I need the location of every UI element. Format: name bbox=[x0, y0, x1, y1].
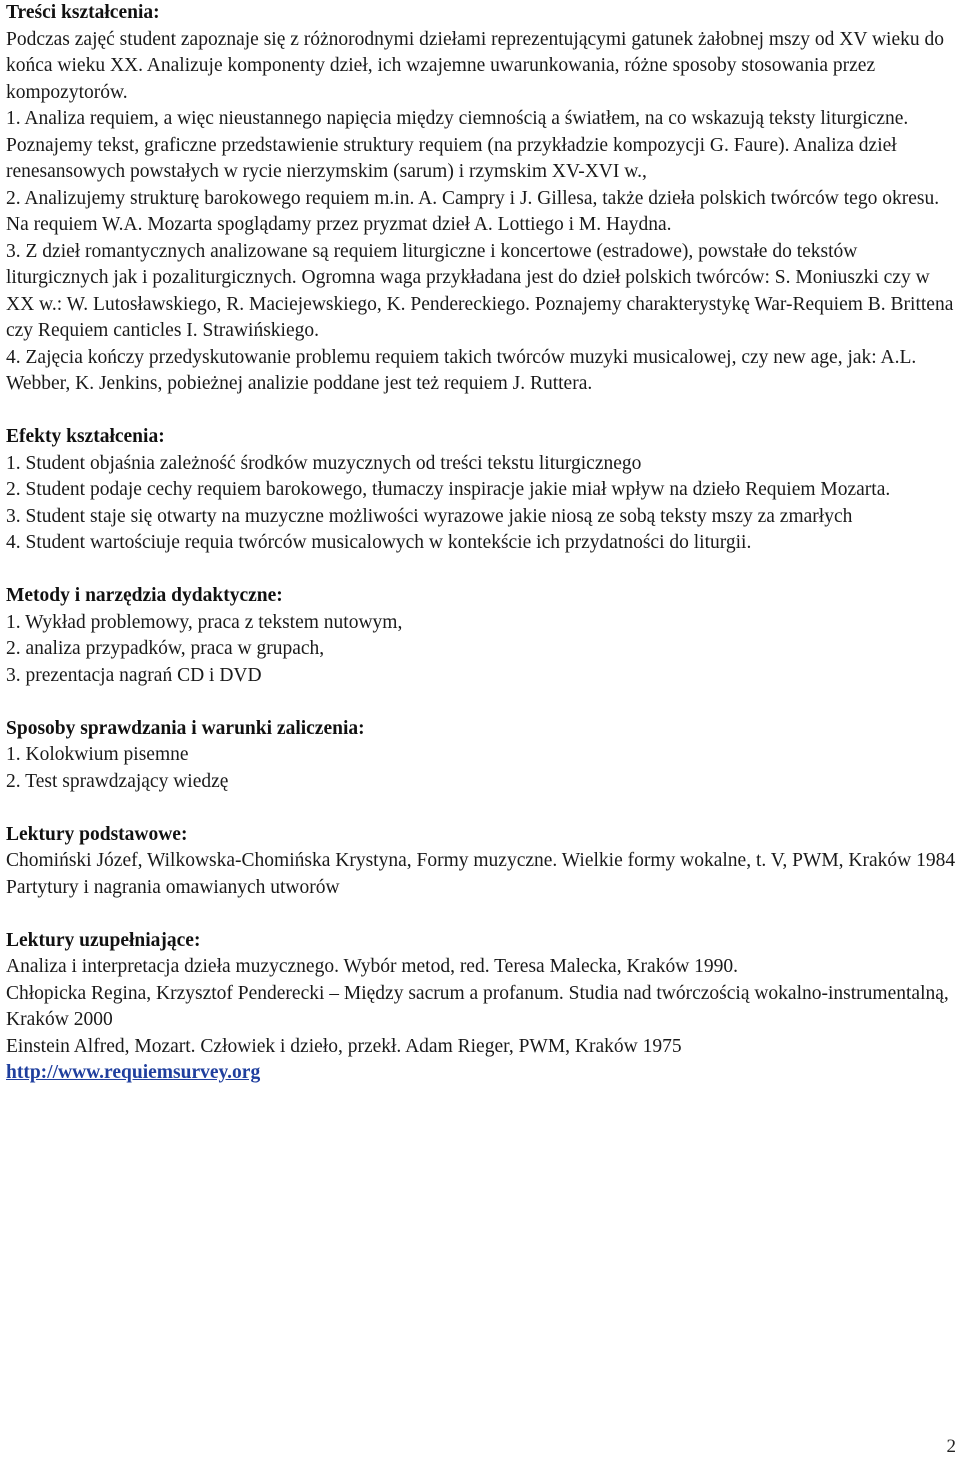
outcome-item-3: 3. Student staje się otwarty na muzyczne możliwości wyrazowe jakie niosą ze sobą teksty mszy za zmarłych bbox=[6, 505, 853, 527]
section-heading: Lektury uzupełniające: bbox=[6, 929, 201, 951]
assessment-item-2: 2. Test sprawdzający wiedzę bbox=[6, 770, 229, 792]
section-sposoby-sprawdzania bbox=[6, 716, 956, 796]
method-item-2: 2. analiza przypadków, praca w grupach, bbox=[6, 638, 325, 659]
reading-item-2: Partytury i nagrania omawianych utworów bbox=[6, 876, 340, 898]
section-heading: Lektury podstawowe: bbox=[6, 823, 188, 845]
section-heading: Treści kształcenia: bbox=[6, 2, 160, 23]
intro-paragraph: Podczas zajęć student zapoznaje się z różnorodnymi dziełami reprezentującymi gatunek żałobnej mszy od XV wieku do końca wieku XX. Analizuje komponenty dzieł, ich wzajemne uwarunkowania, różne sposoby stosowania przez kompozytorów. bbox=[6, 28, 945, 103]
supplementary-reading-item-2: Chłopicka Regina, Krzysztof Penderecki – Między sacrum a profanum. Studia nad twórczością wokalno-instrumentalną, Kraków 2000 bbox=[6, 982, 949, 1030]
section-lektury-podstawowe bbox=[6, 822, 956, 902]
section-heading: Metody i narzędzia dydaktyczne: bbox=[6, 585, 283, 606]
content-item-4: 4. Zajęcia kończy przedyskutowanie problemu requiem takich twórców muzyki musicalowej, czy new age, jak: A.L. Webber, K. Jenkins, pobieżnej analizie poddane jest też requiem J. Ruttera. bbox=[6, 346, 917, 394]
method-item-1: 1. Wykład problemowy, praca z tekstem nutowym, bbox=[6, 611, 403, 633]
content-item-2: 2. Analizujemy strukturę barokowego requiem m.in. A. Campry i J. Gillesa, także dzieła polskich twórców tego okresu. Na requiem W.A. Mozarta spoglądamy przez pryzmat dzieł A. Lottiego i M. Haydna. bbox=[6, 187, 940, 235]
content-item-1: 1. Analiza requiem, a więc nieustannego napięcia między ciemnością a światłem, na co wskazują teksty liturgiczne. Poznajemy tekst, graficzne przedstawienie struktury requiem (na przykładzie kompozycji G. Faure). Analiza dzieł renesansowych powstałych w rycie nierzymskim (sarum) i rzymskim XV-XVI w., bbox=[6, 108, 909, 182]
method-item-3: 3. prezentacja nagrań CD i DVD bbox=[6, 664, 262, 686]
content-item-3: 3. Z dzieł romantycznych analizowane są requiem liturgiczne i koncertowe (estradowe), powstałe do tekstów liturgicznych jak i pozaliturgicznych. Ogromna waga przykładana jest do dzieł polskich twórców: S. Moniuszki czy w XX w.: W. Lutosławskiego, R. Maciejewskiego, K. Pendereckiego. Poznajemy charakterystykę War-Requiem B. Brittena czy Requiem canticles I. Strawińskiego. bbox=[6, 240, 954, 341]
reading-item-1: Chomiński Józef, Wilkowska-Chomińska Krystyna, Formy muzyczne. Wielkie formy wokalne, t. V, PWM, Kraków 1984 bbox=[6, 850, 956, 871]
section-lektury-uzupelniajace bbox=[6, 928, 956, 1087]
assessment-item-1: 1. Kolokwium pisemne bbox=[6, 744, 189, 765]
section-tresci-ksztalcenia bbox=[6, 0, 956, 398]
section-metody bbox=[6, 583, 956, 689]
page-number: 2 bbox=[946, 1436, 956, 1457]
supplementary-reading-item-1: Analiza i interpretacja dzieła muzycznego. Wybór metod, red. Teresa Malecka, Kraków 1990. bbox=[6, 956, 739, 977]
section-heading: Efekty kształcenia: bbox=[6, 426, 165, 447]
outcome-item-2: 2. Student podaje cechy requiem barokowego, tłumaczy inspiracje jakie miał wpływ na dzieło Requiem Mozarta. bbox=[6, 479, 891, 500]
outcome-item-4: 4. Student wartościuje requia twórców musicalowych w kontekście ich przydatności do liturgii. bbox=[6, 532, 752, 553]
supplementary-reading-item-3: Einstein Alfred, Mozart. Człowiek i dzieło, przekł. Adam Rieger, PWM, Kraków 1975 bbox=[6, 1035, 682, 1057]
section-heading: Sposoby sprawdzania i warunki zaliczenia: bbox=[6, 717, 365, 739]
section-efekty-ksztalcenia bbox=[6, 424, 956, 557]
document-page bbox=[6, 0, 956, 1087]
requiemsurvey-link[interactable]: http://www.requiemsurvey.org bbox=[6, 1062, 261, 1083]
outcome-item-1: 1. Student objaśnia zależność środków muzycznych od treści tekstu liturgicznego bbox=[6, 452, 642, 474]
